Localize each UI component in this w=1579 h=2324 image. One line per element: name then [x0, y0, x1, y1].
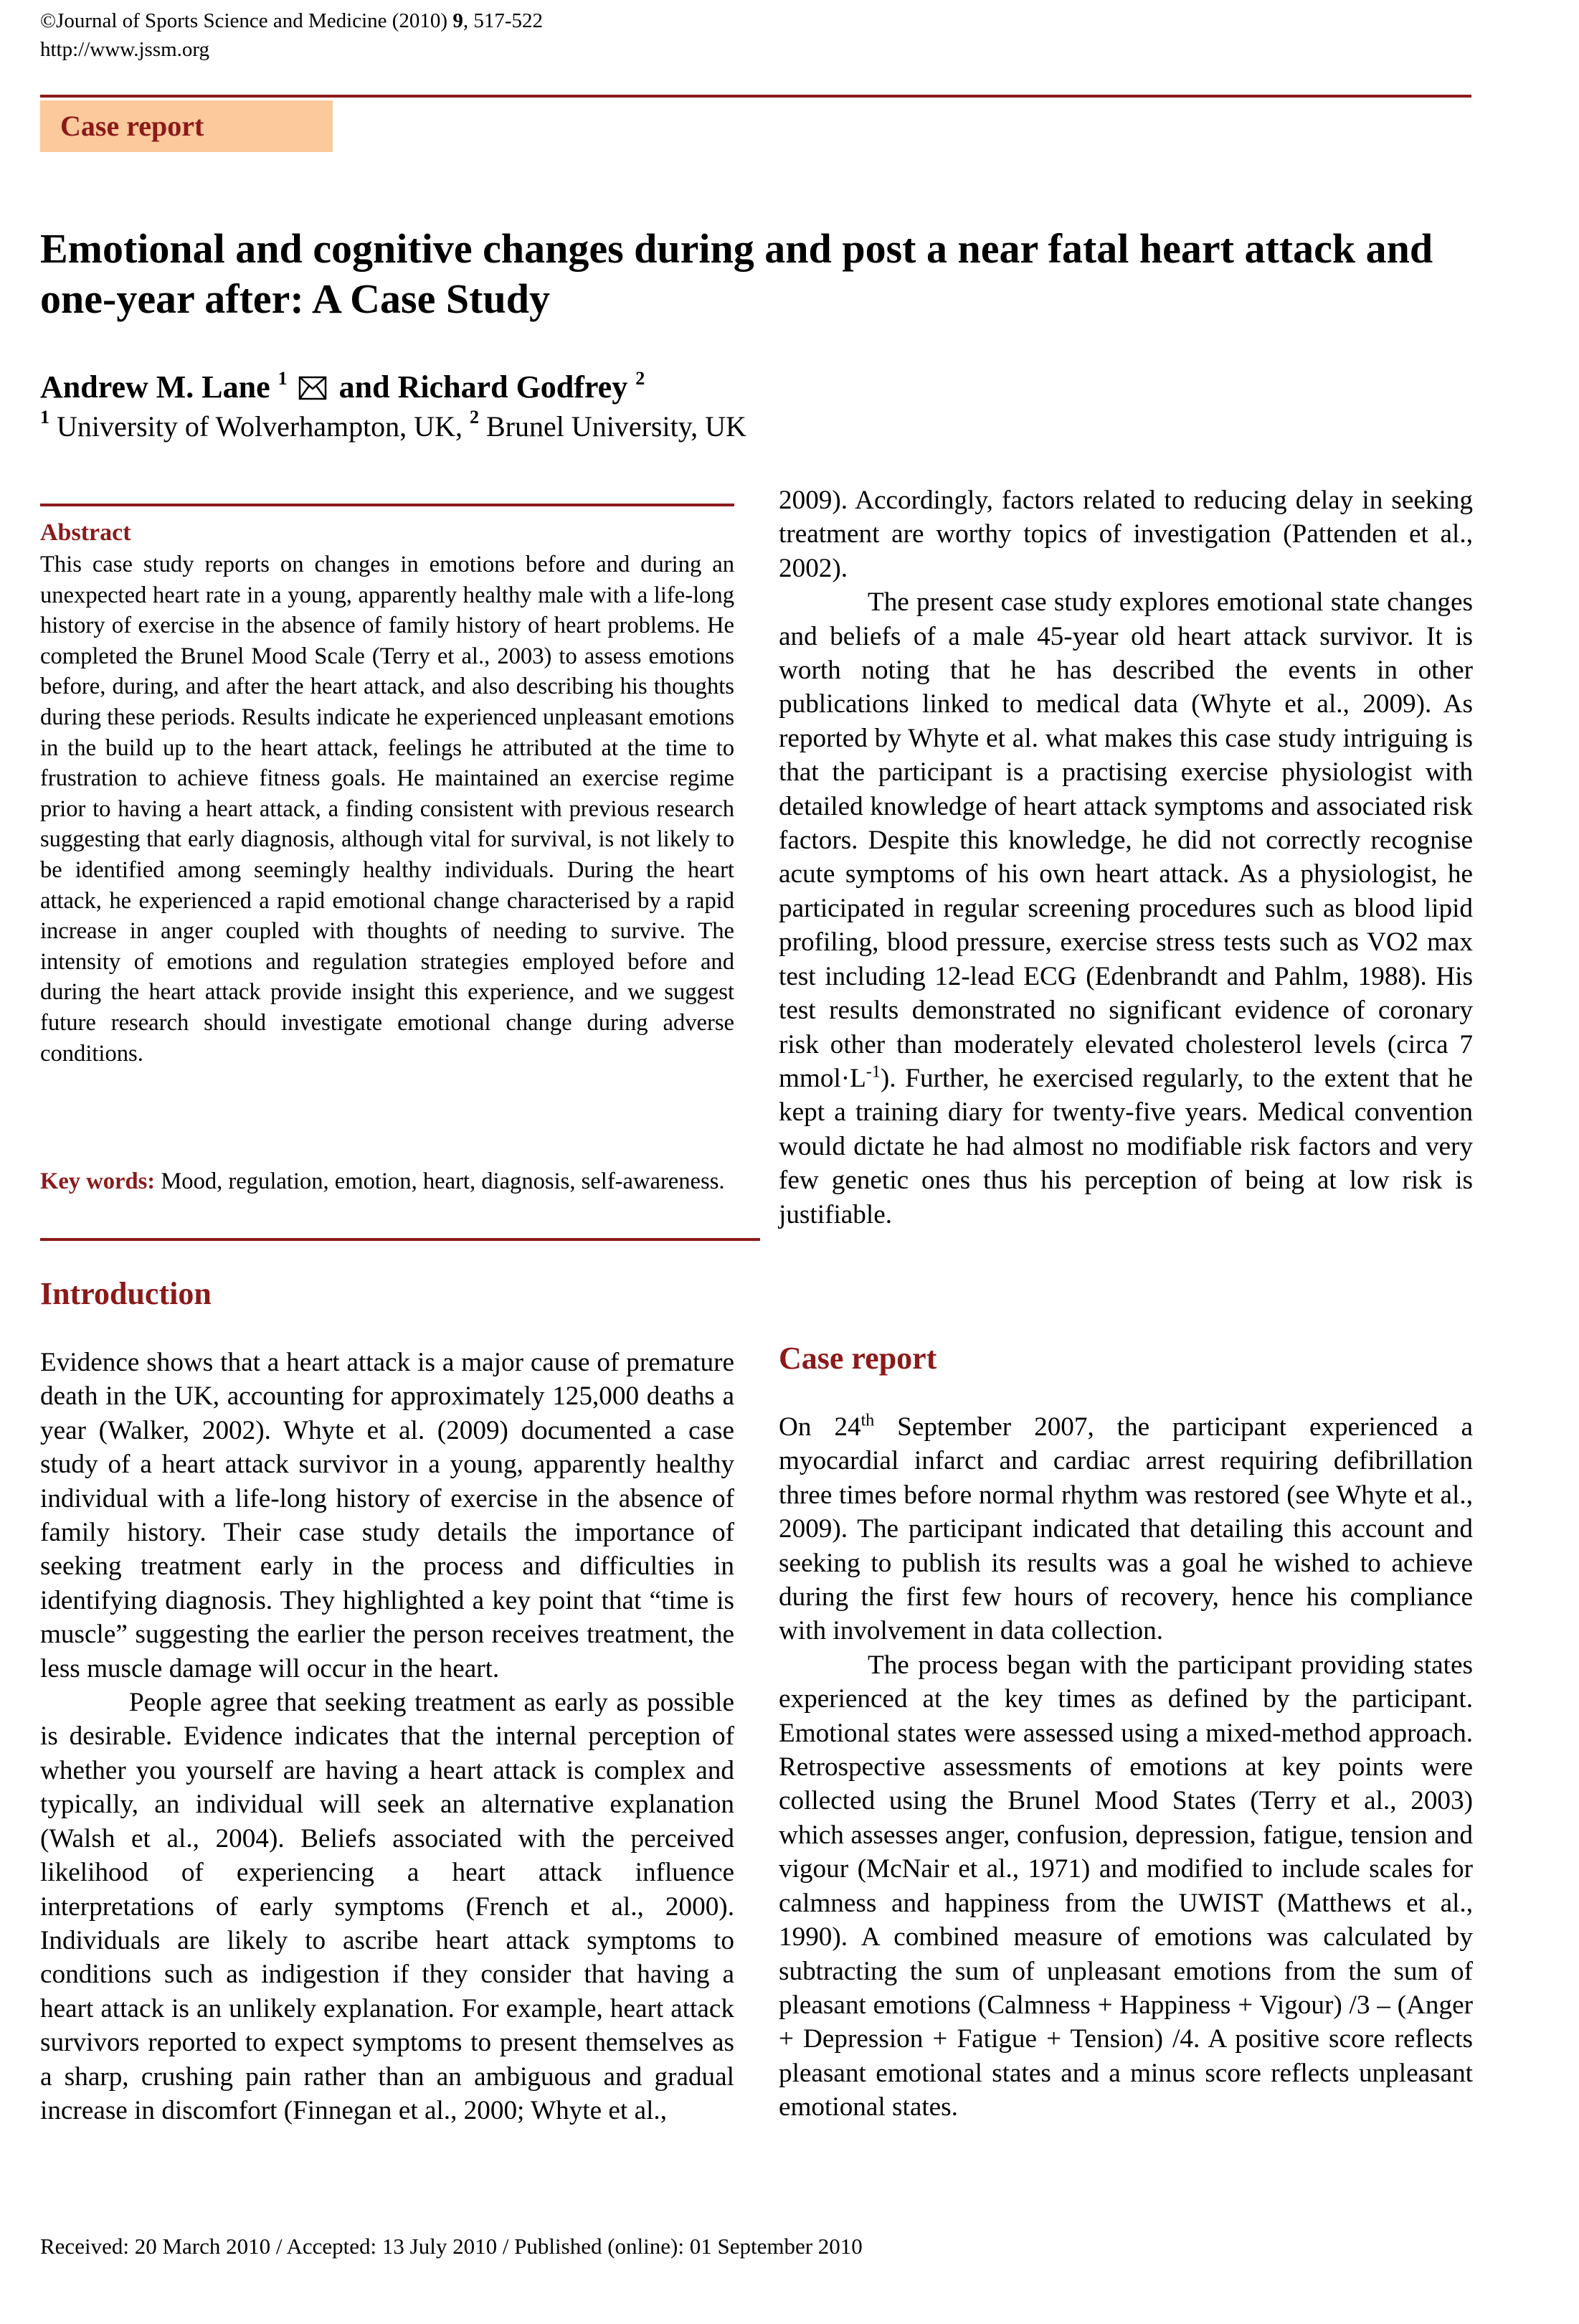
affiliation-2-mark: 2: [469, 407, 479, 428]
publication-dates: Received: 20 March 2010 / Accepted: 13 July 2010 / Published (online): 01 September 2010: [40, 2234, 863, 2259]
case-paragraph-1-text-b: September 2007, the participant experienced a myocardial infarct and cardiac arrest requiring defibrillation three times before normal rhythm was restored (see Whyte et al., 2009). The participant indicated that detailing this account and seeking to publish its results was a goal he wished to achieve during the first few hours of recovery, hence his compliance with involvement in data collection.: [779, 1412, 1474, 1646]
affiliation-line: [40, 409, 746, 445]
author-1-affiliation-mark: 1: [278, 368, 288, 389]
journal-url[interactable]: http://www.jssm.org: [40, 38, 210, 61]
keywords-list: Mood, regulation, emotion, heart, diagnosis, self-awareness.: [161, 1168, 725, 1194]
introduction-paragraph-1: Evidence shows that a heart attack is a major cause of premature death in the UK, accounting for approximately 125,000 deaths a year (Walker, 2002). Whyte et al. (2009) documented a case study of a heart attack survivor in a young, apparently healthy individual with a life-long history of exercise in the absence of family history. Their case study details the importance of seeking treatment early in the process and difficulties in identifying diagnosis. They highlighted a key point that “time is muscle” suggesting the earlier the person receives treatment, the less muscle damage will occur in the heart.: [40, 1348, 734, 1683]
paragraph-3-superscript: -1: [866, 1062, 881, 1082]
right-column-body: [779, 483, 1473, 1232]
author-line: [40, 367, 645, 410]
keywords-label: Key words:: [40, 1168, 156, 1194]
journal-citation: [40, 9, 543, 33]
case-report-body: [779, 1410, 1473, 2125]
header-rule: [40, 95, 1471, 98]
volume-number: 9: [452, 9, 463, 32]
envelope-icon[interactable]: [298, 370, 327, 410]
introduction-continued-paragraph: 2009). Accordingly, factors related to reducing delay in seeking treatment are worthy topics of investigation (Pattenden et al., 2002).: [779, 486, 1473, 583]
abstract-text: This case study reports on changes in emotions before and during an unexpected heart rate in a young, apparently healthy male with a life-long history of exercise in the absence of family history of heart problems. He completed the Brunel Mood Scale (Terry et al., 2003) to assess emotions before, during, and after the heart attack, and also describing his thoughts during these periods. Results indicate he experienced unpleasant emotions in the build up to the heart attack, feelings he attributed at the time to frustration to achieve fitness goals. He maintained an exercise regime prior to having a heart attack, a finding consistent with previous research suggesting that early diagnosis, although vital for survival, is not likely to be identified among seemingly healthy individuals. During the heart attack, he experienced a rapid emotional change characterised by a rapid increase in anger coupled with thoughts of needing to survive. The intensity of emotions and regulation strategies employed before and during the heart attack provide insight this experience, and we suggest future research should investigate emotional change during adverse conditions.: [40, 552, 734, 1067]
keywords: [40, 1166, 734, 1197]
introduction-paragraph-2: People agree that seeking treatment as early as possible is desirable. Evidence indicates that the internal perception of whether you yourself are having a heart attack is complex and typically, an individual will seek an alternative explanation (Walsh et al., 2004). Beliefs associated with the perceived likelihood of experiencing a heart attack influence interpretations of early symptoms (French et al., 2000). Individuals are likely to ascribe heart attack symptoms to conditions such as indigestion if they consider that having a heart attack is an unlikely explanation. For example, heart attack survivors reported to expect symptoms to present themselves as a sharp, crushing pain rather than an ambiguous and gradual increase in discomfort (Finnegan et al., 2000; Whyte et al.,: [40, 1688, 734, 2125]
paragraph-3-text-b: ). Further, he exercised regularly, to the extent that he kept a training diary for twenty-five years. Medical convention would dictate he had almost no modifiable risk factors and very few genetic ones thus his perception of being at low risk is justifiable.: [779, 1063, 1473, 1229]
author-2-name: and Richard Godfrey: [338, 369, 628, 405]
abstract-heading: Abstract: [40, 519, 131, 546]
case-paragraph-1-text-a: On 24: [779, 1412, 861, 1442]
paragraph-3-text-a: The present case study explores emotional state changes and beliefs of a male 45-year old heart attack survivor. It is worth noting that he has described the events in other publications linked to medical data (Whyte et al., 2009). As reported by Whyte et al. what makes this case study intriguing is that the participant is a practising exercise physiologist with detailed knowledge of heart attack symptoms and associated risk factors. Despite this knowledge, he did not correctly recognise acute symptoms of his own heart attack. As a physiologist, he participated in regular screening procedures such as blood lipid profiling, blood pressure, exercise stress tests such as VO2 max test including 12-lead ECG (Edenbrandt and Pahlm, 1988). His test results demonstrated no significant evidence of coronary risk other than moderately elevated cholesterol levels (circa 7 mmol·L: [779, 587, 1473, 1093]
affiliation-1: University of Wolverhampton, UK,: [57, 410, 463, 443]
introduction-body: [40, 1346, 734, 2127]
introduction-heading: Introduction: [40, 1276, 212, 1311]
affiliation-2: Brunel University, UK: [485, 410, 746, 443]
case-report-paragraph-1: [779, 1410, 1473, 1648]
introduction-paragraph-3: [779, 585, 1473, 1232]
article-type-badge: Case report: [40, 100, 333, 152]
abstract-bottom-rule: [40, 1238, 760, 1241]
ordinal-superscript: th: [860, 1411, 875, 1430]
affiliation-1-mark: 1: [40, 407, 49, 428]
author-2-affiliation-mark: 2: [635, 368, 645, 389]
case-report-paragraph-2: The process began with the participant providing states experienced at the key times as defined by the participant. Emotional states were assessed using a mixed-method approach. Retrospective assessments of emotions at key points were collected using the Brunel Mood States (Terry et al., 2003) which assesses anger, confusion, depression, fatigue, tension and vigour (McNair et al., 1971) and modified to include scales for calmness and happiness from the UWIST (Matthews et al., 1990). A combined measure of emotions was calculated by subtracting the sum of unpleasant emotions from the sum of pleasant emotions (Calmness + Happiness + Vigour) /3 – (Anger + Depression + Fatigue + Tension) /4. A positive score reflects pleasant emotional states and a minus score reflects unpleasant emotional states.: [779, 1650, 1473, 2122]
citation-prefix: ©Journal of Sports Science and Medicine (2010): [40, 9, 453, 32]
article-title: Emotional and cognitive changes during and post a near fatal heart attack and one-year after: A Case Study: [40, 225, 1433, 322]
author-1-name: Andrew M. Lane: [40, 369, 270, 405]
case-report-heading: Case report: [779, 1341, 937, 1376]
page-range: , 517-522: [463, 9, 543, 32]
abstract-top-rule: [40, 504, 734, 506]
